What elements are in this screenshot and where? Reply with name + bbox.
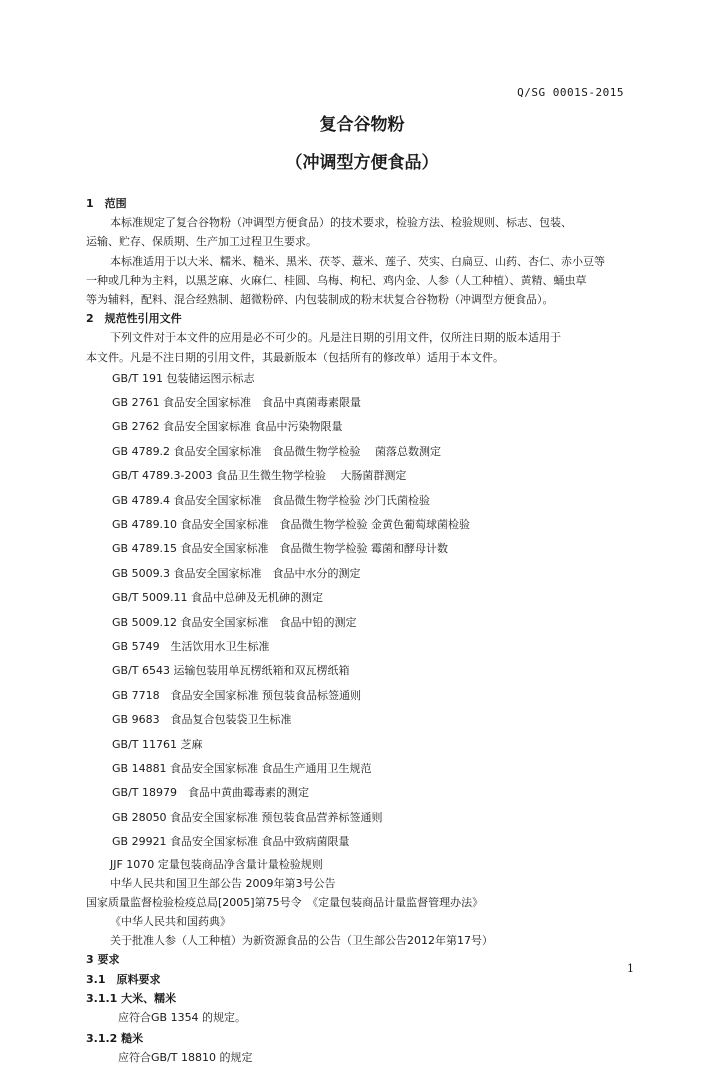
- reference-item: GB 7718 食品安全国家标准 预包装食品标签通则: [112, 688, 362, 702]
- paragraph-line: 下列文件对于本文件的应用是必不可少的。凡是注日期的引用文件，仅所注日期的版本适用于: [110, 331, 561, 345]
- paragraph-line: 本标准规定了复合谷物粉（冲调型方便食品）的技术要求，检验方法、检验规则、标志、包装、: [110, 216, 572, 230]
- reference-item: GB 4789.2 食品安全国家标准 食品微生物学检验 菌落总数测定: [112, 444, 442, 458]
- reference-item: GB 4789.4 食品安全国家标准 食品微生物学检验 沙门氏菌检验: [112, 493, 431, 507]
- reference-item: GB 5009.3 食品安全国家标准 食品中水分的测定: [112, 566, 361, 580]
- paragraph-line: 一种或几种为主料，以黑芝麻、火麻仁、桂圆、乌梅、枸杞、鸡内金、人参（人工种植）、黄精、蛹虫草: [86, 273, 587, 287]
- reference-item: GB 5749 生活饮用水卫生标准: [112, 639, 270, 653]
- reference-item: GB/T 191 包装储运图示标志: [112, 371, 255, 385]
- section-3-heading: 3 要求: [86, 953, 120, 967]
- page-number: 1: [627, 962, 634, 975]
- reference-item: GB 14881 食品安全国家标准 食品生产通用卫生规范: [112, 761, 372, 775]
- reference-item: 关于批准人参（人工种植）为新资源食品的公告（卫生部公告2012年第17号）: [110, 934, 493, 948]
- section-1-heading: 1 范围: [86, 197, 127, 210]
- paragraph-line: 运输、贮存、保质期、生产加工过程卫生要求。: [86, 235, 317, 249]
- reference-item: GB 5009.12 食品安全国家标准 食品中铅的测定: [112, 615, 357, 629]
- section-3-1-2-text: 应符合GB/T 18810 的规定: [118, 1051, 253, 1065]
- reference-item: GB/T 18979 食品中黄曲霉毒素的测定: [112, 786, 309, 800]
- reference-item: GB 9683 食品复合包装袋卫生标准: [112, 713, 292, 727]
- document-title: 复合谷物粉: [319, 115, 405, 135]
- reference-item: JJF 1070 定量包装商品净含量计量检验规则: [110, 857, 323, 871]
- reference-item: GB 2761 食品安全国家标准 食品中真菌毒素限量: [112, 396, 362, 410]
- reference-item: GB 29921 食品安全国家标准 食品中致病菌限量: [112, 835, 350, 849]
- standard-number: Q/SG 0001S-2015: [517, 86, 624, 99]
- reference-item: 国家质量监督检验检疫总局[2005]第75号令 《定量包装商品计量监督管理办法》: [86, 895, 484, 909]
- reference-item: GB 4789.15 食品安全国家标准 食品微生物学检验 霉菌和酵母计数: [112, 542, 449, 556]
- reference-item: GB/T 6543 运输包装用单瓦楞纸箱和双瓦楞纸箱: [112, 664, 350, 678]
- reference-item: GB/T 11761 芝麻: [112, 737, 203, 751]
- section-3-1-1-heading: 3.1.1 大米、糯米: [86, 991, 177, 1005]
- section-3-1-1-text: 应符合GB 1354 的规定。: [118, 1011, 247, 1024]
- paragraph-line: 本文件。凡是不注日期的引用文件，其最新版本（包括所有的修改单）适用于本文件。: [86, 350, 504, 364]
- reference-item: GB 28050 食品安全国家标准 预包装食品营养标签通则: [112, 810, 383, 824]
- document-subtitle: （冲调型方便食品）: [285, 153, 439, 173]
- reference-item: 中华人民共和国卫生部公告 2009年第3号公告: [110, 876, 336, 890]
- document-body: [86, 194, 638, 1068]
- reference-item: GB 2762 食品安全国家标准 食品中污染物限量: [112, 420, 343, 434]
- paragraph-line: 本标准适用于以大米、糯米、糙米、黑米、茯苓、薏米、莲子、芡实、白扁豆、山药、杏仁、赤小豆等: [110, 254, 605, 268]
- paragraph-line: 等为辅料，配料、混合经熟制、超微粉碎、内包装制成的粉末状复合谷物粉（冲调型方便食品）。: [86, 292, 554, 306]
- section-2-heading: 2 规范性引用文件: [86, 312, 182, 326]
- reference-item: GB/T 4789.3-2003 食品卫生微生物学检验 大肠菌群测定: [112, 469, 407, 483]
- reference-item: GB/T 5009.11 食品中总砷及无机砷的测定: [112, 591, 323, 605]
- section-3-1-2-heading: 3.1.2 糙米: [86, 1032, 144, 1046]
- reference-item: 《中华人民共和国药典》: [110, 915, 231, 929]
- reference-item: GB 4789.10 食品安全国家标准 食品微生物学检验 金黄色葡萄球菌检验: [112, 518, 471, 532]
- section-3-1-heading: 3.1 原料要求: [86, 972, 161, 986]
